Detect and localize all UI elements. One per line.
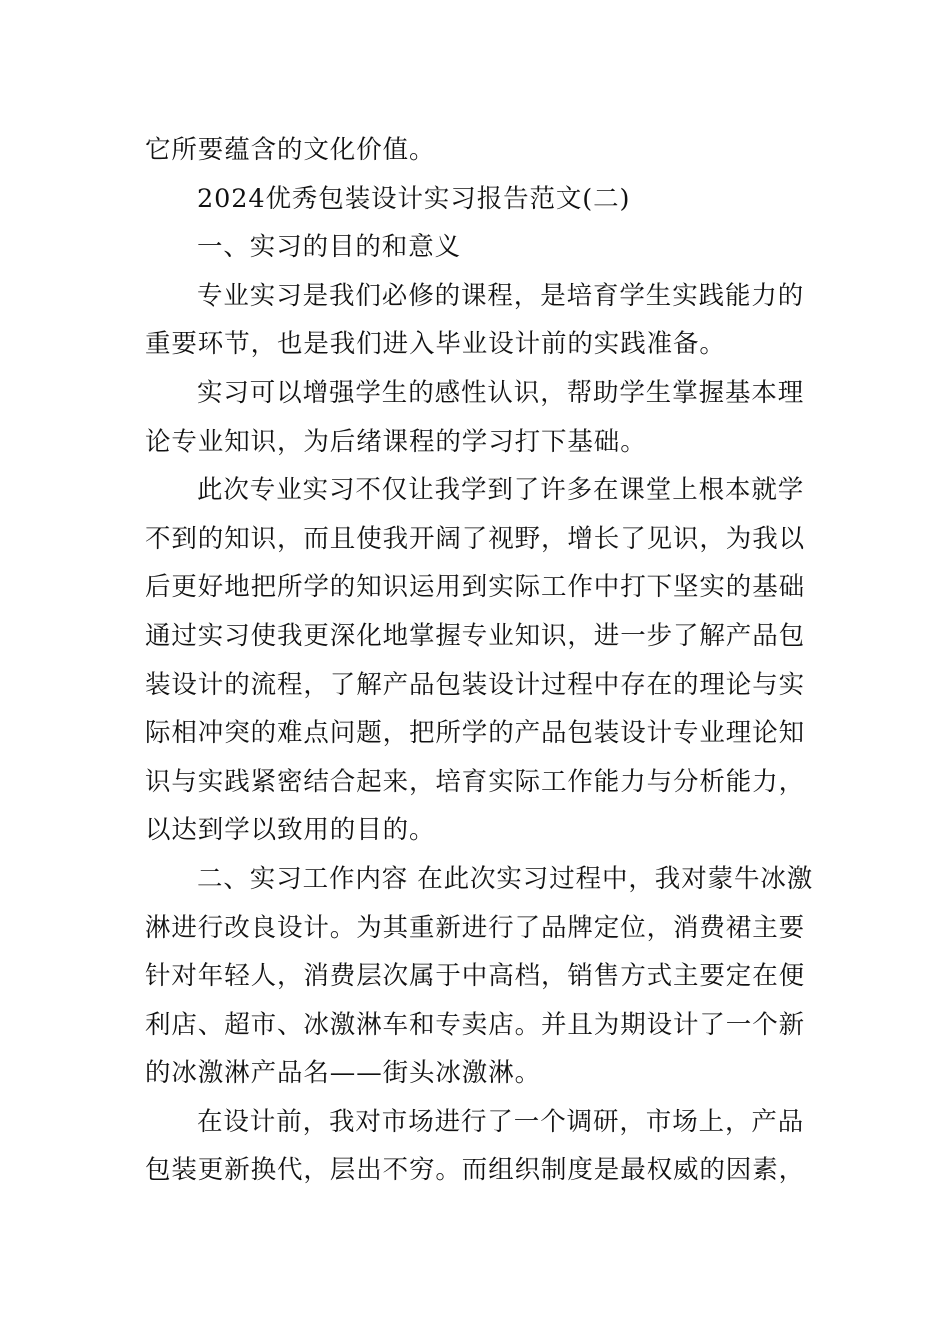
paragraph-perceptual-knowledge [145,369,810,466]
text-line: 2024优秀包装设计实习报告范文(二) [197,183,631,214]
text-line: 一、实习的目的和意义 [197,232,462,263]
text-line: 此次专业实习不仅让我学到了许多在课堂上根本就学 [197,475,805,506]
text-line: 后更好地把所学的知识运用到实际工作中打下坚实的基础 [145,572,806,603]
text-line: 淋进行改良设计。为其重新进行了品牌定位，消费裙主要 [145,912,806,943]
paragraph-required-course [145,272,810,369]
text-line: 重要环节，也是我们进入毕业设计前的实践准备。 [145,329,726,360]
text-line: 识与实践紧密结合起来，培育实际工作能力与分析能力， [145,766,806,797]
text-line: 不到的知识，而且使我开阔了视野，增长了见识，为我以 [145,523,806,554]
text-line: 二、实习工作内容 在此次实习过程中，我对蒙牛冰激 [197,863,814,894]
text-line: 利店、超市、冰激淋车和专卖店。并且为期设计了一个新 [145,1009,806,1040]
document-body [145,126,814,1195]
text-line: 在设计前，我对市场进行了一个调研，市场上，产品 [197,1106,805,1137]
section-title [145,175,810,224]
paragraph-work-content [145,855,814,1098]
text-line: 包装更新换代，层出不穷。而组织制度是最权威的因素， [145,1155,806,1186]
text-line: 际相冲突的难点问题，把所学的产品包装设计专业理论知 [145,718,806,749]
paragraph-market-research [145,1098,810,1195]
paragraph-internship-benefits [145,466,810,855]
text-line: 装设计的流程，了解产品包装设计过程中存在的理论与实 [145,669,806,700]
text-line: 它所要蕴含的文化价值。 [145,135,436,165]
text-line: 专业实习是我们必修的课程，是培育学生实践能力的 [197,280,805,311]
text-line: 实习可以增强学生的感性认识，帮助学生掌握基本理 [197,377,805,408]
text-line: 针对年轻人，消费层次属于中高档，销售方式主要定在便 [145,961,806,992]
section-heading-purpose [145,223,810,272]
text-line: 以达到学以致用的目的。 [145,815,436,846]
paragraph-closing-fragment [145,126,810,175]
text-line: 论专业知识，为后绪课程的学习打下基础。 [145,426,647,457]
text-line: 的冰激淋产品名——街头冰激淋。 [145,1058,542,1089]
text-line: 通过实习使我更深化地掌握专业知识，进一步了解产品包 [145,620,806,651]
